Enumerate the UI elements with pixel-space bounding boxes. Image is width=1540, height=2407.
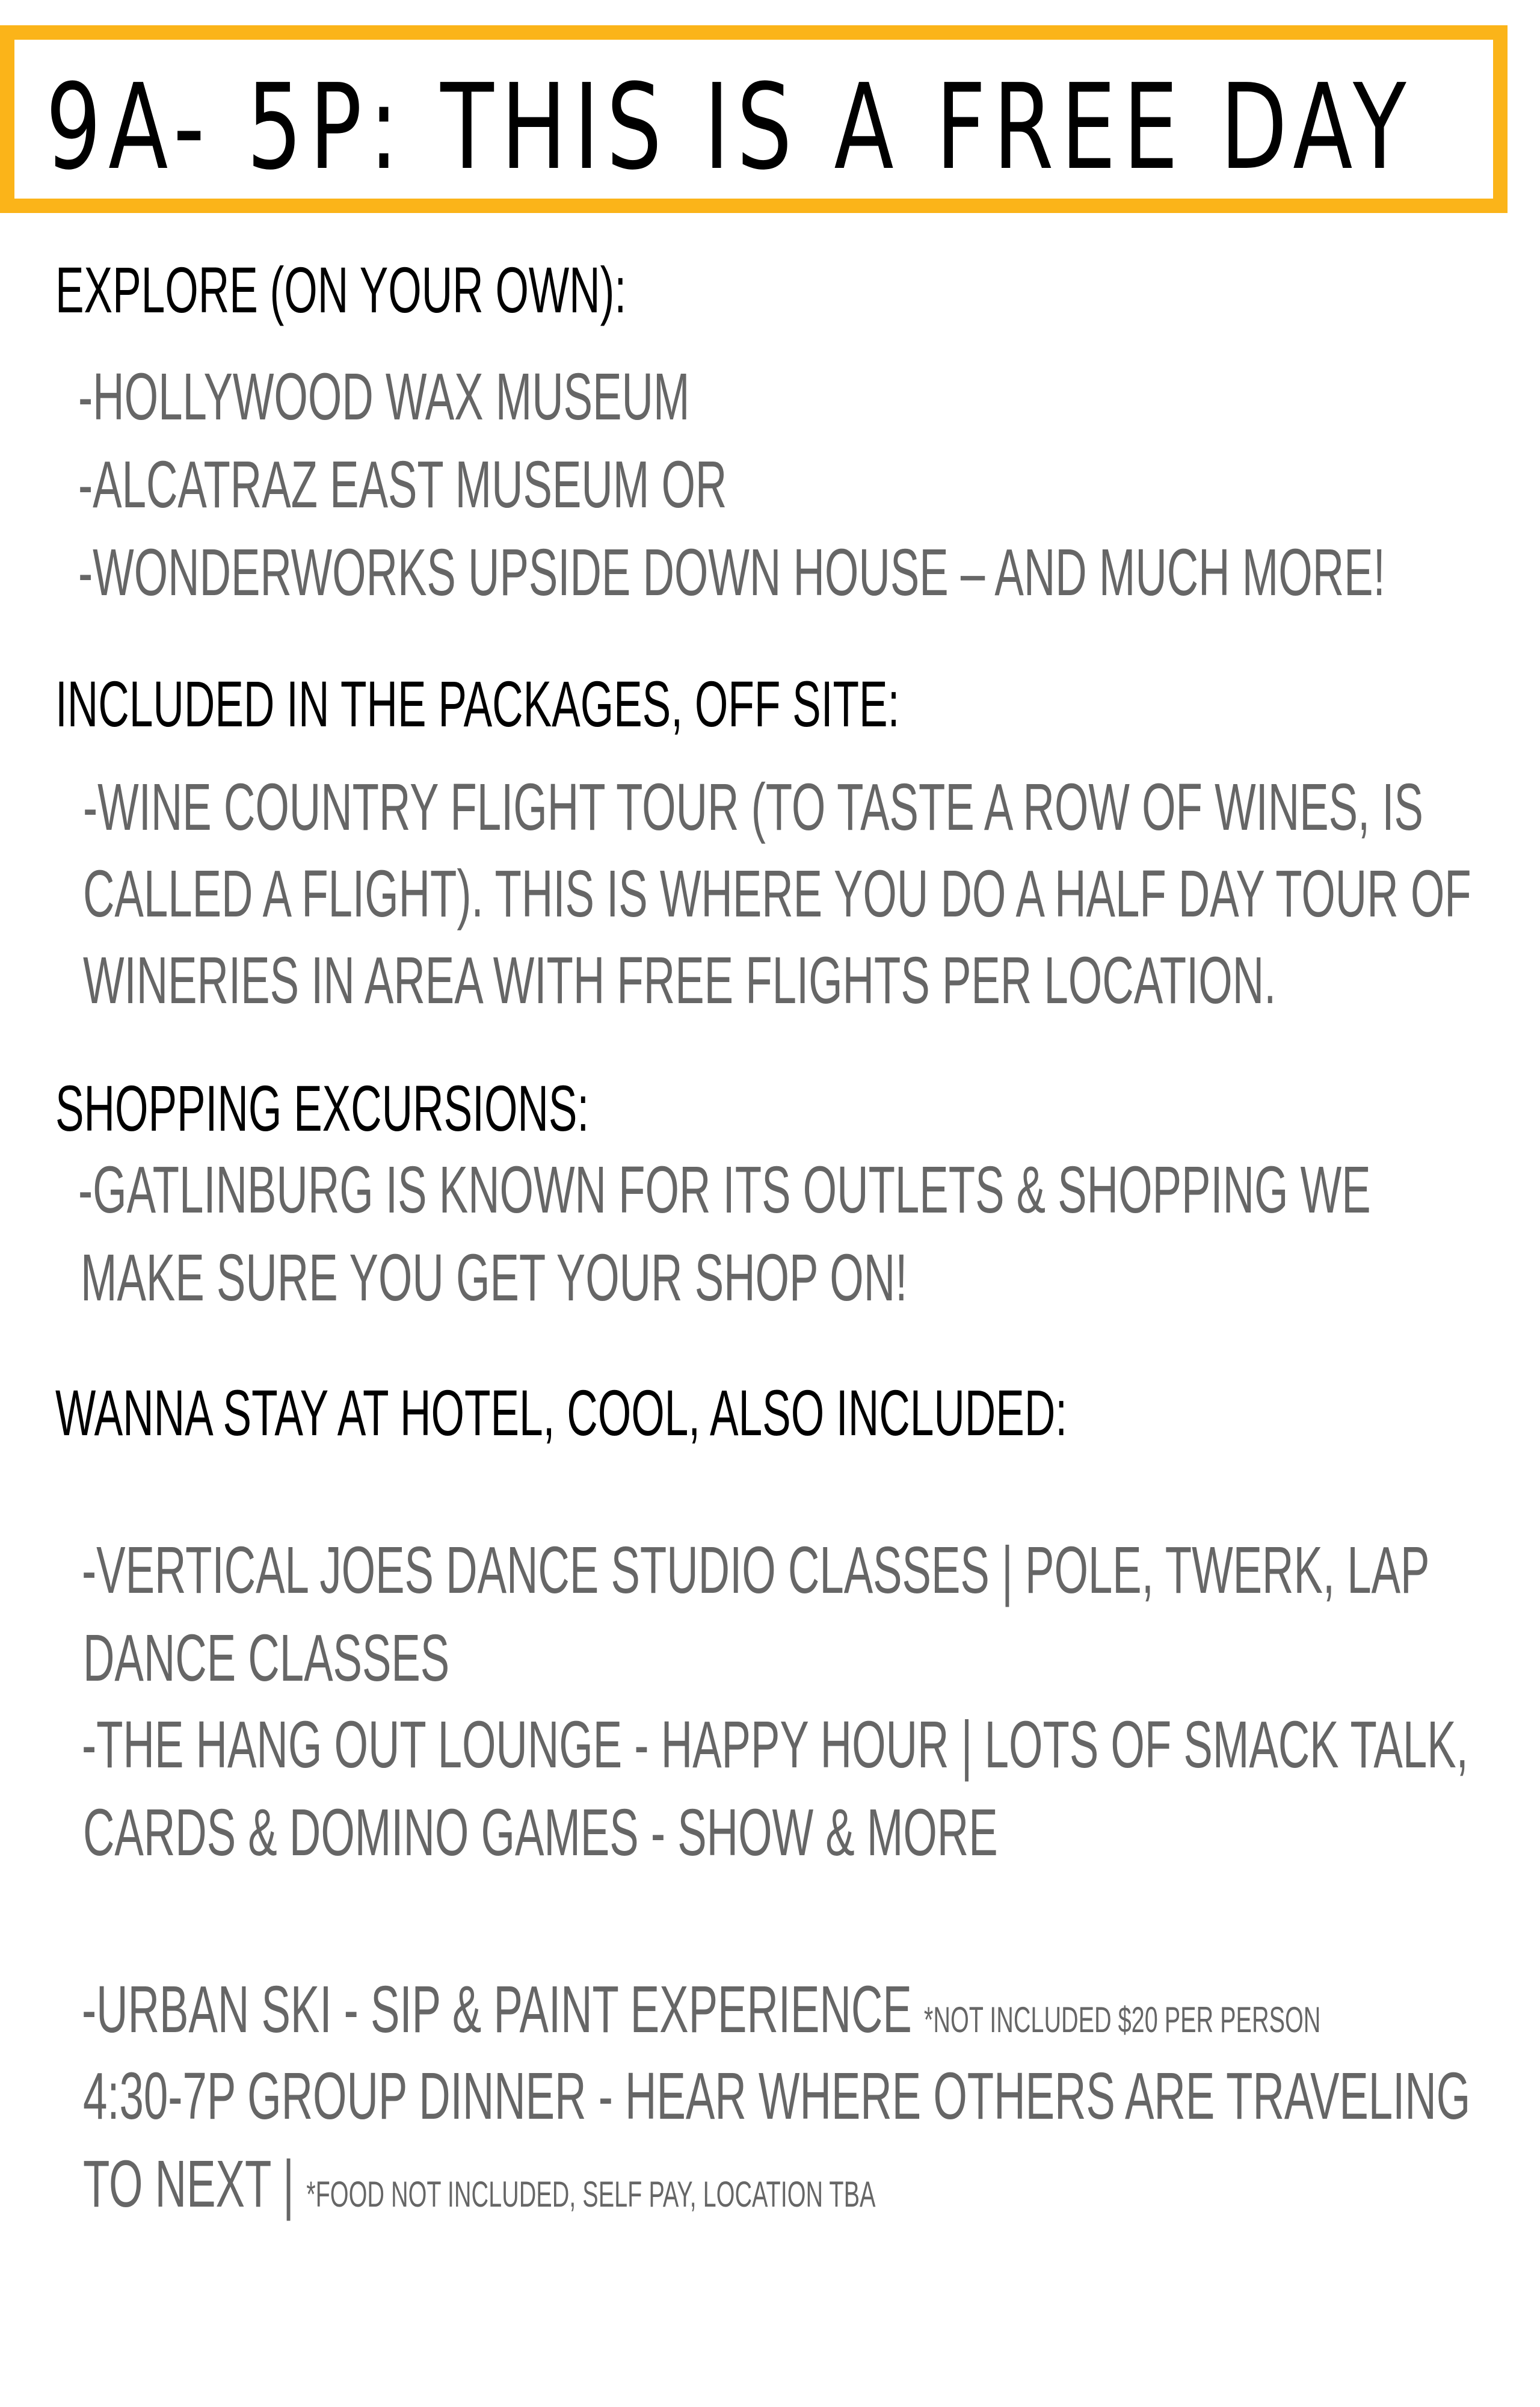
urban-ski-text: -URBAN SKI - SIP & PAINT EXPERIENCE [82, 1973, 912, 2047]
dinner-line-2-text: TO NEXT | [83, 2147, 295, 2221]
hotel-line-2: DANCE CLASSES [83, 1621, 450, 1695]
dinner-line-2 [83, 2148, 875, 2231]
packages-heading: INCLUDED IN THE PACKAGES, OFF SITE: [55, 667, 900, 740]
explore-heading: EXPLORE (ON YOUR OWN): [55, 253, 627, 326]
shopping-heading: SHOPPING EXCURSIONS: [55, 1072, 590, 1145]
explore-line-3: -WONDERWORKS UPSIDE DOWN HOUSE – AND MUCH MORE! [78, 536, 1385, 610]
dinner-note: *FOOD NOT INCLUDED, SELF PAY, LOCATION TBA [306, 2174, 876, 2214]
hotel-line-1: -VERTICAL JOES DANCE STUDIO CLASSES | POLE, TWERK, LAP [82, 1533, 1430, 1607]
explore-line-2: -ALCATRAZ EAST MUSEUM OR [78, 448, 727, 522]
hotel-heading: WANNA STAY AT HOTEL, COOL, ALSO INCLUDED: [55, 1376, 1068, 1449]
urban-ski-note: *NOT INCLUDED $20 PER PERSON [923, 2000, 1321, 2040]
shopping-line-2: MAKE SURE YOU GET YOUR SHOP ON! [81, 1241, 908, 1315]
packages-line-3: WINERIES IN AREA WITH FREE FLIGHTS PER LOCATION. [83, 944, 1277, 1018]
hotel-line-4: CARDS & DOMINO GAMES - SHOW & MORE [83, 1796, 998, 1870]
page-title: 9A- 5P: THIS IS A FREE DAY [46, 59, 1414, 196]
dinner-line-1: 4:30-7P GROUP DINNER - HEAR WHERE OTHERS ARE TRAVELING [83, 2059, 1471, 2133]
urban-ski-line [82, 1974, 1320, 2056]
packages-line-1: -WINE COUNTRY FLIGHT TOUR (TO TASTE A ROW OF WINES, IS [83, 770, 1423, 844]
hotel-line-3: -THE HANG OUT LOUNGE - HAPPY HOUR | LOTS OF SMACK TALK, [82, 1708, 1468, 1782]
packages-line-2: CALLED A FLIGHT). THIS IS WHERE YOU DO A HALF DAY TOUR OF [83, 857, 1471, 931]
shopping-line-1: -GATLINBURG IS KNOWN FOR ITS OUTLETS & SHOPPING WE [78, 1153, 1371, 1227]
explore-line-1: -HOLLYWOOD WAX MUSEUM [78, 360, 690, 434]
title-banner [0, 25, 1508, 213]
